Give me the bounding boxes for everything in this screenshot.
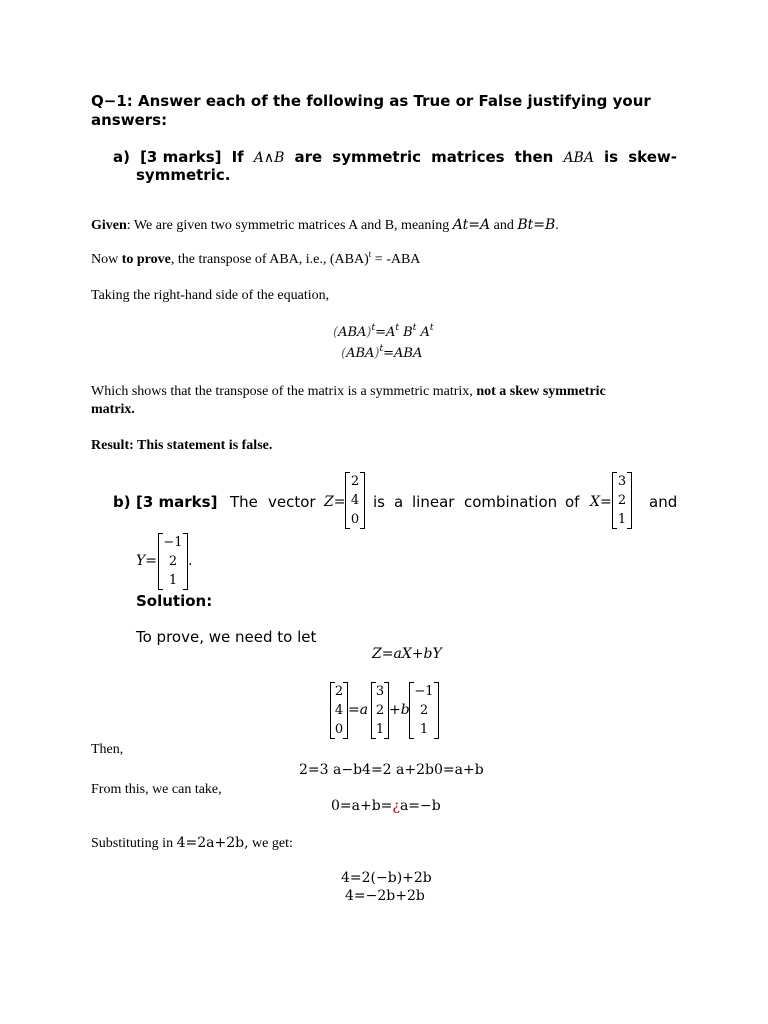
word-vector: vector [268, 493, 316, 511]
result-text: : This statement is false. [129, 438, 273, 453]
subst-eq: 4=2a+2b, [176, 835, 249, 851]
math-a-transpose: At=A [452, 217, 491, 233]
matrix-cell: 2 [168, 554, 178, 569]
subst-post: we get: [248, 836, 293, 851]
matrix-cell: 2 [350, 474, 360, 489]
matrix-cell: 2 [375, 703, 385, 718]
conclusion-line-cont: matrix. [91, 402, 135, 417]
matrix-z [345, 472, 365, 529]
matrix-cell: 3 [375, 684, 385, 699]
which-text: Which shows that the transpose of the matrix is a symmetric matrix, [91, 384, 477, 399]
now-sup: t [368, 249, 372, 259]
matrix-eq-x [371, 682, 389, 739]
word: is [604, 148, 619, 166]
subst-pre: Substituting in [91, 836, 177, 851]
from-text: From this, we can take, [91, 782, 222, 797]
eq2-rhs: =ABA [383, 346, 423, 361]
matrix-cell: 0 [350, 512, 360, 527]
matrix-cell: 2 [334, 684, 344, 699]
then-text: Then, [91, 742, 124, 757]
equation-transpose-2: (ABA)$^t$=ABA [341, 344, 423, 361]
part-b-label [113, 493, 131, 511]
equation-transpose-1: $(ABA)^t=A^t$ $B^t$ $A^t$ [333, 323, 434, 340]
given-line [91, 217, 559, 234]
to-prove-line [91, 249, 421, 268]
matrix-cell: 1 [617, 512, 627, 527]
matrix-cell: 4 [334, 703, 344, 718]
eq1-lhs: ABA [338, 325, 367, 340]
now-bold: to prove [121, 252, 171, 267]
y-period: . [188, 553, 193, 569]
equation-system: 2=3 a−b4=2 a+2b0=a+b [299, 762, 484, 778]
matrix-y [158, 533, 188, 590]
eq1-s3: t [429, 323, 434, 333]
taking-line: Taking the right-hand side of the equation, [91, 288, 330, 303]
word-a: a [394, 493, 404, 511]
given-and: and [490, 218, 518, 233]
part-a-marks: [3 marks] [140, 148, 222, 166]
word: symmetric [332, 148, 422, 166]
word-is: is [373, 493, 385, 511]
now-pre: Now [91, 252, 122, 267]
part-b-marks: [3 marks] [136, 493, 218, 511]
matrix-cell: 2 [419, 703, 429, 718]
matrix-cell: −1 [163, 535, 183, 550]
y-equals: Y= [136, 553, 157, 569]
equation-sub-2: 4=−2b+2b [345, 888, 425, 904]
math-a-and-b: A∧B [253, 150, 285, 166]
part-a-prompt-cont: symmetric. [136, 166, 231, 184]
word: then [514, 148, 554, 166]
x-equals: X= [590, 494, 612, 510]
b-label: b) [113, 493, 131, 511]
word: matrices [431, 148, 505, 166]
word-combination: combination [464, 493, 558, 511]
part-a-prompt [113, 148, 677, 166]
question-heading-cont: answers: [91, 111, 168, 129]
given-text: : We are given two symmetric matrices A and B, meaning [126, 218, 453, 233]
eq1-sup: t [371, 323, 376, 333]
matrix-cell: 0 [334, 722, 344, 737]
z-equals: Z= [324, 494, 346, 510]
matrix-cell: 4 [350, 493, 360, 508]
given-end: . [555, 218, 559, 233]
matrix-eq-z [330, 682, 348, 739]
word: If [231, 148, 244, 166]
eq1-rhs: =A [375, 325, 396, 340]
question-heading: Q−1: Answer each of the following as True or False justifying your [91, 92, 651, 110]
word-of: of [565, 493, 580, 511]
math-b-transpose: Bt=B [517, 217, 556, 233]
eq-from-p2: a=−b [399, 798, 441, 814]
eq1-b: B [399, 325, 413, 340]
substituting-line [91, 835, 293, 852]
matrix-eq-y [409, 682, 439, 739]
solution-heading: Solution: [136, 592, 213, 610]
eq-b: +b [389, 702, 410, 718]
given-label: Given [91, 218, 127, 233]
equation-sub-1: 4=2(−b)+2b [341, 870, 432, 886]
matrix-cell: −1 [414, 684, 434, 699]
result-line [91, 438, 272, 454]
which-bold: not a skew symmetric [476, 384, 606, 399]
eq2-sup: t [379, 344, 384, 354]
word-linear: linear [412, 493, 455, 511]
matrix-x [612, 472, 632, 529]
eq-a: =a [348, 702, 369, 718]
word: skew- [628, 148, 677, 166]
matrix-cell: 2 [617, 493, 627, 508]
matrix-cell: 3 [617, 474, 627, 489]
result-label: Result [91, 438, 130, 453]
word-the: The [230, 493, 258, 511]
eq-from-p1: 0=a+b= [331, 798, 393, 814]
word-and: and [649, 493, 678, 511]
eq2-lhs: ABA [346, 346, 375, 361]
to-prove-text: To prove, we need to let [136, 628, 317, 646]
word: are [294, 148, 323, 166]
matrix-cell: 1 [168, 573, 178, 588]
now-post: = -ABA [371, 252, 421, 267]
math-aba: ABA [563, 150, 594, 166]
equation-relation [331, 798, 441, 814]
part-a-label: a) [113, 148, 130, 166]
eq1-s2: t [412, 323, 417, 333]
equation-z: Z=aX+bY [372, 646, 442, 662]
now-text: , the transpose of ABA, i.e., (ABA) [170, 252, 369, 267]
matrix-cell: 1 [419, 722, 429, 737]
matrix-cell: 1 [375, 722, 385, 737]
eq-from-glyph: ¿ [392, 798, 400, 814]
conclusion-line [91, 384, 606, 400]
eq1-s1: t [395, 323, 400, 333]
eq1-a: A [416, 325, 430, 340]
